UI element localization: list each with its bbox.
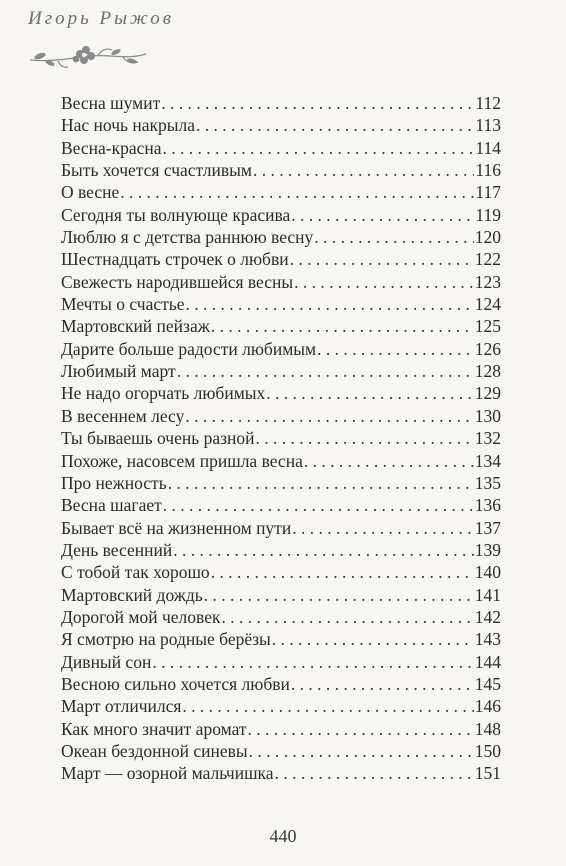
toc-leader-dots [248,718,474,740]
toc-leader-dots [275,762,474,784]
toc-entry [61,204,501,226]
toc-entry [61,718,501,740]
toc-leader-dots [304,450,474,472]
toc-entry-title: Любимый март [61,361,176,382]
toc-entry-page: 114 [475,137,501,158]
toc-entry-page: 141 [474,584,501,605]
toc-entry [61,628,501,650]
table-of-contents [61,92,501,785]
toc-entry-title: Океан бездонной синевы [61,740,248,761]
toc-leader-dots [163,137,475,159]
toc-entry-title: Дарите больше радости любимым [61,338,317,359]
toc-entry [61,92,501,114]
toc-entry-title: Весна-красна [61,137,162,158]
toc-entry-title: Мартовский дождь [61,584,203,605]
toc-leader-dots [173,539,474,561]
toc-entry [61,382,501,404]
toc-entry-title: Март — озорной мальчишка [61,763,274,784]
toc-entry-title: В весеннем лесу [61,405,185,426]
toc-entry-page: 136 [474,495,501,516]
toc-entry-page: 122 [474,249,501,270]
toc-entry-page: 116 [475,160,501,181]
toc-entry-title: Про нежность [61,472,167,493]
toc-entry [61,248,501,270]
toc-leader-dots [294,271,474,293]
toc-leader-dots [177,360,474,382]
toc-entry [61,561,501,583]
toc-entry [61,315,501,337]
toc-leader-dots [211,561,474,583]
toc-entry-page: 132 [474,428,501,449]
toc-entry-page: 129 [474,383,501,404]
toc-entry-title: Шестнадцать строчек о любви [61,249,289,270]
toc-leader-dots [314,226,473,248]
toc-entry-title: Дивный сон [61,651,152,672]
toc-leader-dots [290,248,474,270]
toc-entry-page: 125 [474,316,501,337]
toc-entry [61,673,501,695]
toc-entry-page: 140 [474,562,501,583]
toc-entry-page: 117 [475,182,501,203]
toc-entry [61,472,501,494]
toc-entry [61,114,501,136]
toc-entry [61,360,501,382]
toc-entry-title: Весна шумит [61,93,161,113]
toc-entry [61,271,501,293]
toc-entry-title: Сегодня ты волнующе красива [61,204,291,225]
toc-leader-dots [253,159,474,181]
toc-entry-title: Как много значит аромат [61,718,247,739]
toc-entry-title: Весна шагает [61,495,162,516]
toc-entry-title: День весенний [61,539,173,560]
toc-entry-title: С тобой так хорошо [61,562,210,583]
toc-entry-title: Нас ночь накрыла [61,115,196,136]
toc-entry [61,606,501,628]
toc-entry [61,494,501,516]
toc-entry-title: Весною сильно хочется любви [61,673,290,694]
toc-entry-title: Не надо огорчать любимых [61,383,266,404]
toc-entry-page: 130 [474,405,501,426]
toc-leader-dots [168,472,474,494]
toc-entry-title: Люблю я с детства раннюю весну [61,227,314,248]
toc-entry-page: 119 [475,204,501,225]
toc-leader-dots [317,338,474,360]
toc-entry [61,450,501,472]
toc-entry [61,740,501,762]
toc-entry-page: 112 [475,93,501,113]
toc-leader-dots [221,606,473,628]
toc-entry-page: 126 [474,338,501,359]
toc-leader-dots [196,114,474,136]
toc-leader-dots [186,293,474,315]
toc-leader-dots [291,673,474,695]
toc-entry [61,651,501,673]
toc-entry [61,338,501,360]
toc-entry-title: Бывает всё на жизненном пути [61,517,292,538]
toc-entry-title: Мартовский пейзаж [61,316,210,337]
toc-entry-page: 145 [474,673,501,694]
toc-entry [61,695,501,717]
toc-leader-dots [249,740,474,762]
floral-branch-icon [28,40,148,74]
toc-entry-title: Я смотрю на родные берёзы [61,629,271,650]
toc-entry-title: Ты бываешь очень разной [61,428,255,449]
toc-entry-title: Свежесть народившейся весны [61,271,294,292]
page-number: 440 [269,826,297,846]
toc-entry-page: 142 [474,606,501,627]
toc-entry-page: 151 [474,763,501,784]
toc-leader-dots [185,405,473,427]
toc-leader-dots [163,494,474,516]
toc-leader-dots [204,584,474,606]
toc-entry-page: 137 [474,517,501,538]
toc-entry-title: Быть хочется счастливым [61,160,252,181]
toc-entry [61,427,501,449]
toc-entry [61,539,501,561]
toc-entry [61,159,501,181]
toc-entry-title: Мечты о счастье [61,294,185,315]
toc-entry-page: 135 [474,472,501,493]
toc-entry-page: 128 [474,361,501,382]
toc-entry-page: 134 [474,450,501,471]
toc-entry [61,137,501,159]
toc-leader-dots [266,382,473,404]
toc-entry [61,293,501,315]
toc-entry-page: 143 [474,629,501,650]
toc-entry-title: О весне [61,182,120,203]
toc-entry [61,762,501,784]
running-header-author: Игорь Рыжов [28,8,174,29]
toc-entry-page: 150 [474,740,501,761]
toc-entry-title: Дорогой мой человек [61,606,221,627]
toc-entry [61,226,501,248]
toc-entry-page: 113 [475,115,501,136]
toc-entry-title: Март отличился [61,696,182,717]
toc-leader-dots [182,695,473,717]
toc-entry-page: 144 [474,651,501,672]
toc-leader-dots [152,651,473,673]
toc-leader-dots [292,517,474,539]
toc-entry [61,181,501,203]
toc-entry [61,584,501,606]
toc-entry-page: 124 [474,294,501,315]
toc-entry [61,517,501,539]
toc-leader-dots [161,92,474,114]
toc-entry-page: 148 [474,718,501,739]
toc-entry-title: Похоже, насовсем пришла весна [61,450,303,471]
toc-leader-dots [120,181,474,203]
toc-leader-dots [211,315,474,337]
toc-leader-dots [256,427,474,449]
toc-leader-dots [291,204,474,226]
toc-entry-page: 123 [474,271,501,292]
toc-entry [61,405,501,427]
toc-entry-page: 120 [474,227,501,248]
toc-entry-page: 146 [474,696,501,717]
toc-entry-page: 139 [474,539,501,560]
toc-leader-dots [272,628,474,650]
